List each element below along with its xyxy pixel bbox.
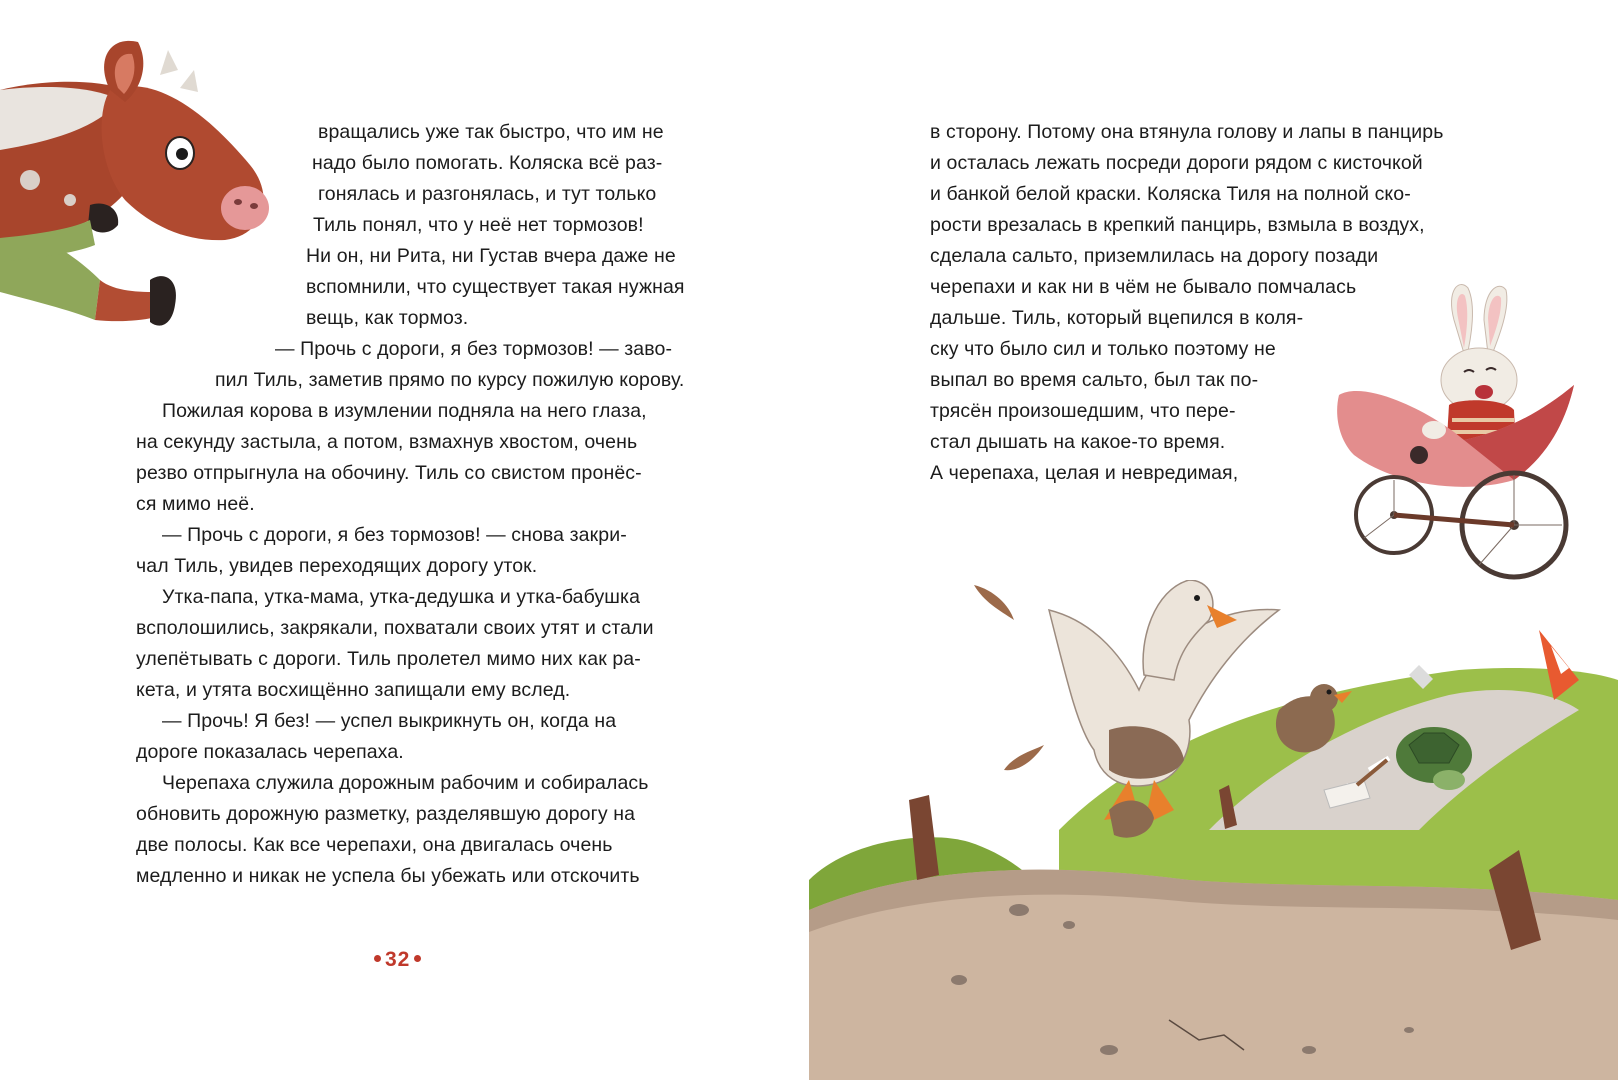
text-line: — Прочь с дороги, я без тормозов! — снова закри- — [162, 524, 627, 546]
right-page — [809, 0, 1618, 1080]
text-line: черепахи и как ни в чём не бывало помчалась — [930, 276, 1357, 298]
text-line: две полосы. Как все черепахи, она двигалась очень — [136, 834, 613, 856]
text-line: А черепаха, целая и невредимая, — [930, 462, 1239, 484]
text-line: резво отпрыгнула на обочину. Тиль со свистом пронёс- — [136, 462, 642, 484]
text-line: обновить дорожную разметку, разделявшую дорогу на — [136, 803, 636, 825]
text-line: улепётывать с дороги. Тиль пролетел мимо них как ра- — [136, 648, 641, 670]
page-number-value: 32 — [385, 948, 411, 971]
text-line: ся мимо неё. — [136, 493, 255, 515]
text-line: надо было помогать. Коляска всё раз- — [312, 152, 663, 174]
text-line: вращались уже так быстро, что им не — [318, 121, 664, 143]
text-line: — Прочь с дороги, я без тормозов! — заво- — [275, 338, 673, 360]
road-with-goose-ducklings-turtle-illustration — [809, 580, 1618, 1080]
text-line: гонялась и разгонялась, и тут только — [318, 183, 657, 205]
text-line: пил Тиль, заметив прямо по курсу пожилую корову. — [215, 369, 685, 391]
text-line: на секунду застыла, а потом, взмахнув хвостом, очень — [136, 431, 638, 453]
cow-illustration — [0, 30, 290, 340]
text-line: чал Тиль, увидев переходящих дорогу уток. — [136, 555, 538, 577]
text-line: вещь, как тормоз. — [306, 307, 469, 329]
text-line: вспомнили, что существует такая нужная — [306, 276, 685, 298]
text-line: Тиль понял, что у неё нет тормозов! — [313, 214, 644, 236]
text-line: стал дышать на какое-то время. — [930, 431, 1226, 453]
text-line: ску что было сил и только поэтому не — [930, 338, 1276, 360]
text-line: кета, и утята восхищённо запищали ему вслед. — [136, 679, 571, 701]
text-line: медленно и никак не успела бы убежать или отскочить — [136, 865, 640, 887]
text-line: — Прочь! Я без! — успел выкрикнуть он, когда на — [162, 710, 617, 732]
rabbit-in-wheelchair-illustration — [1334, 280, 1584, 610]
text-line: дальше. Тиль, который вцепился в коля- — [930, 307, 1304, 329]
text-line: Утка-папа, утка-мама, утка-дедушка и утка-бабушка — [162, 586, 641, 608]
text-line: Пожилая корова в изумлении подняла на него глаза, — [162, 400, 647, 422]
page-number — [370, 948, 425, 972]
text-line: рости врезалась в крепкий панцирь, взмыла в воздух, — [930, 214, 1425, 236]
text-line: в сторону. Потому она втянула голову и лапы в панцирь — [930, 121, 1444, 143]
text-line: дороге показалась черепаха. — [136, 741, 404, 763]
text-line: трясён произошедшим, что пере- — [930, 400, 1236, 422]
folio-dot-right — [414, 955, 421, 962]
folio-dot-left — [374, 955, 381, 962]
text-line: всполошились, закрякали, похватали своих утят и стали — [136, 617, 654, 639]
text-line: сделала сальто, приземлилась на дорогу позади — [930, 245, 1379, 267]
text-line: и осталась лежать посреди дороги рядом с кисточкой — [930, 152, 1423, 174]
text-line: Черепаха служила дорожным рабочим и собиралась — [162, 772, 649, 794]
text-line: выпал во время сальто, был так по- — [930, 369, 1259, 391]
text-line: Ни он, ни Рита, ни Густав вчера даже не — [306, 245, 676, 267]
text-line: и банкой белой краски. Коляска Тиля на полной ско- — [930, 183, 1411, 205]
